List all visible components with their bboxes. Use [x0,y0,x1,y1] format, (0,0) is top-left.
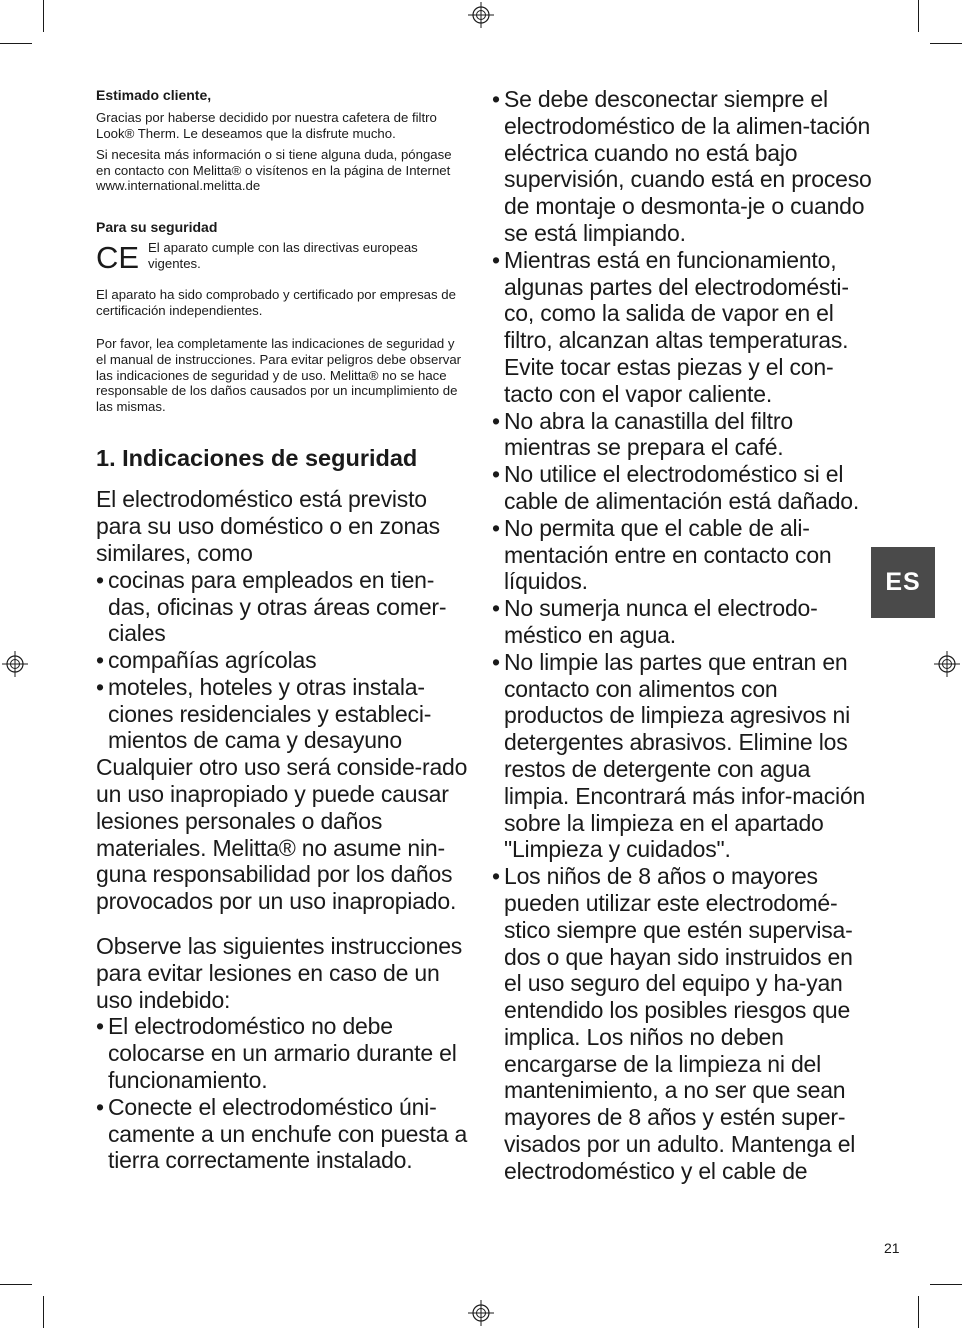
list-item: • compañías agrícolas [96,647,468,674]
intro-paragraph: Gracias por haberse decidido por nuestra cafetera de filtro Look® Therm. Le deseamos que la disfrute mucho. [96,110,437,141]
left-instructions-list [96,1013,468,1174]
registration-mark-icon [2,651,28,677]
crop-mark [0,43,32,44]
misuse-paragraph: Cualquier otro uso será conside-rado un uso inapropiado y puede causar lesiones personales o daños materiales. Melitta® no asume nin-guna responsabilidad por los daños provocados por un uso inapropiado. [96,754,468,915]
right-column [492,86,872,1185]
list-item: • No abra la canastilla del filtro mientras se prepara el café. [492,408,872,462]
read-instructions-paragraph: Por favor, lea completamente las indicaciones de seguridad y el manual de instrucciones. Para evitar peligros debe observar las indicaciones de seguridad y de uso. Melitta® no se hace responsable de los daños causados por un incumplimiento de las mismas. [96,336,462,414]
crop-mark [930,1284,962,1285]
ce-symbol: CE [96,240,140,271]
crop-mark [918,1296,919,1328]
contact-paragraph: Si necesita más información o si tiene alguna duda, póngase en contacto con Melitta® o visítenos en la página de Internet www.international.melitta.de [96,147,452,194]
crop-mark [0,1284,32,1285]
ce-mark-icon [96,241,140,271]
list-item: • Los niños de 8 años o mayores pueden utilizar este electrodomé-stico siempre que estén supervisa-dos o que hayan sido instruidos en el uso seguro del equipo y ha-yan entendido los posibles riesgos que implica. Los niños no deben encargarse de la limpieza ni del mantenimiento, a no ser que sean mayores de 8 años y estén super-visados por un adulto. Mantenga el electrodoméstico y el cable de [492,863,872,1185]
list-item: • Conecte el electrodoméstico úni-camente a un enchufe con puesta a tierra correctamente instalado. [96,1094,468,1174]
use-areas-list [96,567,468,755]
registration-mark-icon [468,2,494,28]
list-item: • No permita que el cable de ali-mentación entre en contacto con líquidos. [492,515,872,595]
registration-mark-icon [934,651,960,677]
list-item: • No sumerja nunca el electrodo-méstico en agua. [492,595,872,649]
language-tab: ES [871,547,935,618]
list-item: • No utilice el electrodoméstico si el cable de alimentación está dañado. [492,461,872,515]
list-item: • Se debe desconectar siempre el electrodoméstico de la alimen-tación eléctrica cuando no está bajo supervisión, cuando está en proceso de montaje o desmonta-je o cuando se está limpiando. [492,86,872,247]
page-number: 21 [884,1240,900,1256]
section-title: 1. Indicaciones de seguridad [96,445,418,472]
crop-mark [918,0,919,32]
list-item: • moteles, hoteles y otras instala-ciones residenciales y estableci-mientos de cama y desayuno [96,674,468,754]
crop-mark [930,43,962,44]
observe-paragraph: Observe las siguientes instrucciones para evitar lesiones en caso de un uso indebido: [96,933,463,1013]
crop-mark [43,1296,44,1328]
certified-paragraph: El aparato ha sido comprobado y certificado por empresas de certificación independientes. [96,287,456,318]
list-item: • Mientras está en funcionamiento, algunas partes del electrodomésti-co, como la salida de vapor en el filtro, alcanzan altas temperaturas. Evite tocar estas piezas y el con-tacto con el vapor caliente. [492,247,872,408]
safety-heading: Para su seguridad [96,218,218,235]
left-column [96,86,468,1174]
ce-compliance [96,239,468,271]
list-item: • El electrodoméstico no debe colocarse en un armario durante el funcionamiento. [96,1013,468,1093]
ce-text: El aparato cumple con las directivas europeas vigentes. [148,239,418,271]
crop-mark [43,0,44,32]
list-item: • cocinas para empleados en tien-das, oficinas y otras áreas comer-ciales [96,567,468,647]
greeting: Estimado cliente, [96,87,212,103]
intended-use-paragraph: El electrodoméstico está previsto para su uso doméstico o en zonas similares, como [96,486,440,566]
right-instructions-list [492,86,872,1185]
registration-mark-icon [468,1300,494,1326]
list-item: • No limpie las partes que entran en contacto con alimentos con productos de limpieza agresivos ni detergentes abrasivos. Elimine los restos de detergente con agua limpia. Encontrará más infor-mación sobre la limpieza en el apartado "Limpieza y cuidados". [492,649,872,863]
